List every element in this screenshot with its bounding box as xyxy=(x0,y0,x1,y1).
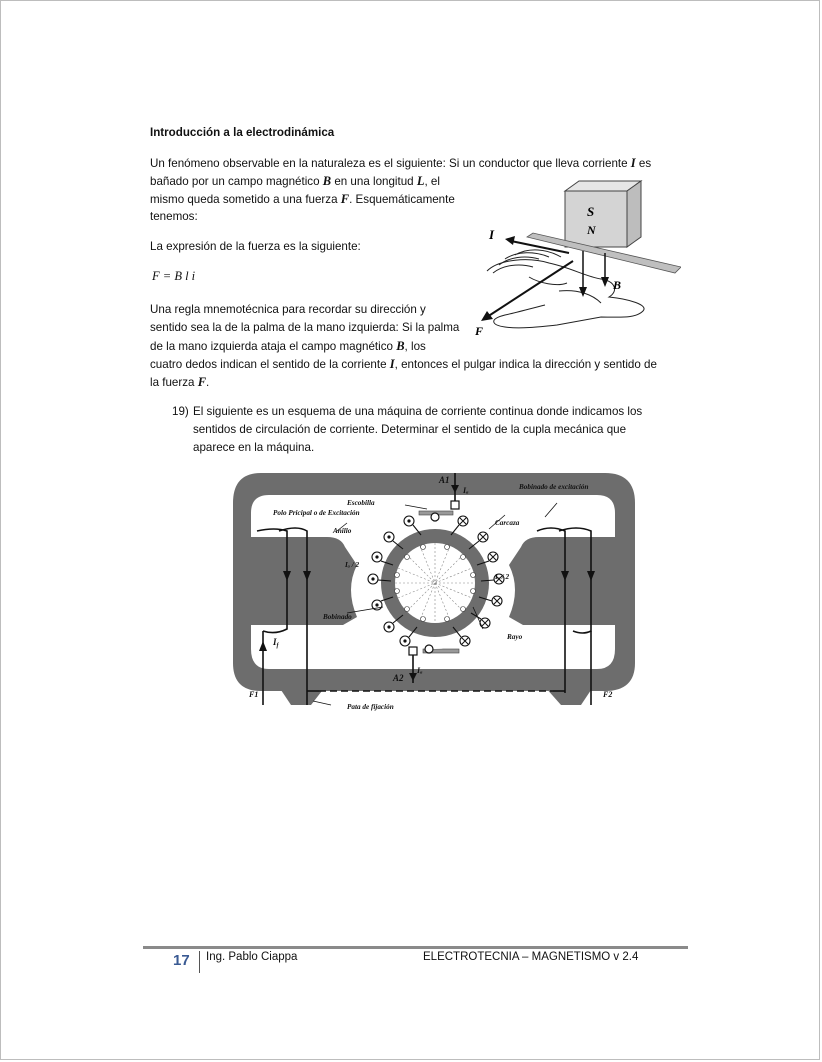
footer-rule xyxy=(143,946,688,949)
label-i: I xyxy=(489,227,495,242)
label-ia-top: Iₐ xyxy=(463,486,469,495)
left-hand-rule-figure xyxy=(469,179,681,339)
var-b: B xyxy=(396,339,405,353)
footer-separator xyxy=(199,951,200,973)
rule-text: , entonces el pulgar indica la dirección y sentido de xyxy=(394,358,657,371)
intro-line-3 xyxy=(150,190,455,209)
dc-machine-figure xyxy=(227,469,641,717)
magnet-icon xyxy=(565,181,641,247)
label-anillo: Anillo xyxy=(333,527,352,535)
label-a1: A1 xyxy=(439,475,450,485)
page-number: 17 xyxy=(173,952,190,969)
label-f1: F1 xyxy=(249,690,259,699)
label-carcaza: Carcaza xyxy=(495,519,520,527)
intro-text: bañado por un campo magnético xyxy=(150,175,323,188)
footer-title: ELECTROTECNIA – MAGNETISMO v 2.4 xyxy=(423,951,639,963)
problem-line-1: El siguiente es un esquema de una máquina de corriente continua donde indicamos los xyxy=(193,405,643,418)
var-f: F xyxy=(340,192,350,206)
label-pata: Pata de fijación xyxy=(347,703,394,711)
force-intro: La expresión de la fuerza es la siguiente: xyxy=(150,240,361,253)
pole-right xyxy=(509,537,619,625)
var-f: F xyxy=(197,375,207,389)
label-ia-bottom: Iₐ xyxy=(417,666,423,675)
rule-text: de la mano izquierda ataja el campo magnético xyxy=(150,340,397,353)
label-polo: Polo Pricipal o de Excitación xyxy=(273,509,360,517)
var-i: I xyxy=(630,156,636,170)
problem-line-2: sentidos de circulación de corriente. Determinar el sentido de la cupla mecánica que xyxy=(193,423,627,436)
rule-text: . xyxy=(206,376,210,389)
intro-text: en una longitud xyxy=(331,175,417,188)
rule-line-5 xyxy=(150,373,209,392)
rule-text: , los xyxy=(404,340,426,353)
intro-text: mismo queda sometido a una fuerza xyxy=(150,193,341,206)
label-bobinado: Bobinado xyxy=(323,613,352,621)
problem-number: 19) xyxy=(172,405,189,418)
pole-left xyxy=(249,537,357,625)
rule-line-4 xyxy=(150,355,657,374)
label-if xyxy=(272,637,280,649)
intro-text: . Esquemáticamente xyxy=(349,193,455,206)
intro-text: , el xyxy=(424,175,440,188)
label-escobilla: Escobilla xyxy=(347,499,375,507)
rule-line-1: Una regla mnemotécnica para recordar su dirección y xyxy=(150,303,426,316)
magnet-s-label: S xyxy=(587,204,595,219)
foot-right xyxy=(545,687,593,705)
label-b: B xyxy=(613,278,622,292)
intro-line-4: tenemos: xyxy=(150,210,198,223)
var-l: L xyxy=(416,174,425,188)
rule-text: cuatro dedos indican el sentido de la corriente xyxy=(150,358,390,371)
intro-text: Un fenómeno observable en la naturaleza es el siguiente: Si un conductor que lleva corriente xyxy=(150,157,631,170)
var-b: B xyxy=(322,174,332,188)
magnet-n-label: N xyxy=(587,223,596,237)
label-ia2-left: Iₐ / 2 xyxy=(345,561,360,569)
intro-line-2 xyxy=(150,172,440,191)
intro-line-1 xyxy=(150,154,651,173)
label-rayo: Rayo xyxy=(507,633,523,641)
label-ia2-right: Iₐ / 2 xyxy=(495,573,510,581)
problem-line-3: aparece en la máquina. xyxy=(193,441,315,454)
footer-author: Ing. Pablo Ciappa xyxy=(206,951,298,963)
intro-text: es xyxy=(635,157,652,170)
formula: F = B l i xyxy=(152,269,196,283)
rule-line-3 xyxy=(150,337,426,356)
label-if-sub: f xyxy=(276,643,279,649)
var-i: I xyxy=(389,357,395,371)
label-f: F xyxy=(475,324,484,338)
label-bobinado-excitacion: Bobinado de excitación xyxy=(519,483,589,491)
section-title: Introducción a la electrodinámica xyxy=(150,126,335,139)
label-f2: F2 xyxy=(603,690,613,699)
label-a2: A2 xyxy=(393,673,404,683)
rule-line-2: sentido sea la de la palma de la mano izquierda: Si la palma xyxy=(150,321,460,334)
label-if-main: I xyxy=(273,637,277,647)
rule-text: la fuerza xyxy=(150,376,198,389)
